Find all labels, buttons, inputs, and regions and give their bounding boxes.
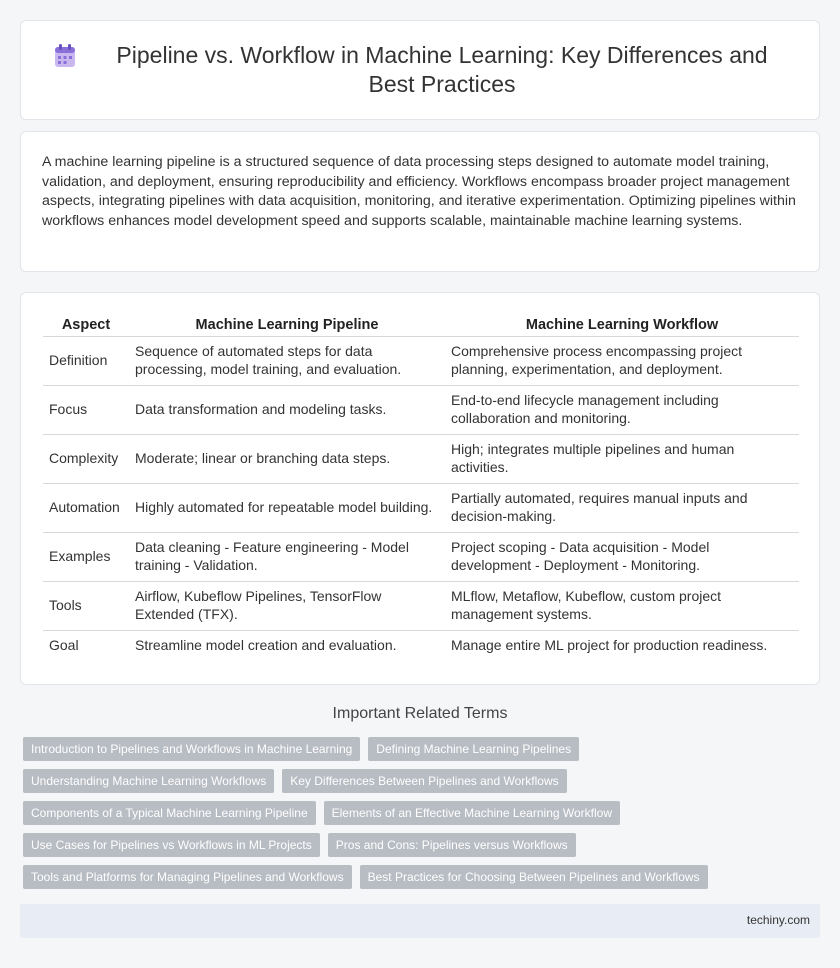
table-row bbox=[43, 385, 799, 434]
cell-pipeline: Highly automated for repeatable model building. bbox=[129, 483, 445, 532]
related-term-tag[interactable]: Best Practices for Choosing Between Pipelines and Workflows bbox=[360, 865, 708, 889]
table-row bbox=[43, 532, 799, 581]
cell-pipeline: Streamline model creation and evaluation. bbox=[135, 637, 397, 653]
page-title: Pipeline vs. Workflow in Machine Learning: Key Differences and Best Practices bbox=[116, 42, 768, 97]
table-row bbox=[43, 581, 799, 630]
cell-pipeline: Sequence of automated steps for data processing, model training, and evaluation. bbox=[129, 336, 445, 385]
table-row bbox=[43, 483, 799, 532]
intro-card bbox=[20, 131, 820, 272]
related-terms-title: Important Related Terms bbox=[332, 705, 508, 722]
cell-workflow: Comprehensive process encompassing project planning, experimentation, and deployment. bbox=[445, 336, 799, 385]
cell-workflow: Partially automated, requires manual inputs and decision-making. bbox=[445, 483, 799, 532]
table-row bbox=[43, 434, 799, 483]
related-term-tag[interactable]: Elements of an Effective Machine Learning Workflow bbox=[324, 801, 620, 825]
cell-pipeline: Moderate; linear or branching data steps. bbox=[129, 434, 445, 483]
related-term-tag[interactable]: Components of a Typical Machine Learning Pipeline bbox=[23, 801, 316, 825]
related-terms-list bbox=[23, 737, 803, 889]
cell-pipeline: Airflow, Kubeflow Pipelines, TensorFlow Extended (TFX). bbox=[129, 581, 445, 630]
related-term-tag[interactable]: Introduction to Pipelines and Workflows in Machine Learning bbox=[23, 737, 360, 761]
cell-aspect: Tools bbox=[43, 581, 129, 630]
intro-paragraph: A machine learning pipeline is a structured sequence of data processing steps designed to automate model training, validation, and deployment, ensuring reproducibility and efficiency. Workflows encompass broader project management aspects, integrating pipelines with data acquisition, monitoring, and iterative experimentation. Optimizing pipelines within workflows enhances model development speed and supports scalable, maintainable machine learning systems. bbox=[42, 154, 796, 229]
comparison-table bbox=[43, 311, 799, 661]
cell-pipeline: Data cleaning - Feature engineering - Model training - Validation. bbox=[129, 532, 445, 581]
table-row bbox=[43, 336, 799, 385]
cell-pipeline: Data transformation and modeling tasks. bbox=[129, 385, 445, 434]
cell-aspect: Complexity bbox=[43, 434, 129, 483]
cell-aspect: Focus bbox=[43, 385, 129, 434]
cell-workflow: Manage entire ML project for production readiness. bbox=[451, 637, 768, 653]
cell-workflow: Project scoping - Data acquisition - Model development - Deployment - Monitoring. bbox=[445, 532, 799, 581]
related-term-tag[interactable]: Tools and Platforms for Managing Pipelines and Workflows bbox=[23, 865, 352, 889]
cell-aspect: Examples bbox=[43, 532, 129, 581]
footer-site-link[interactable]: techiny.com bbox=[746, 913, 810, 927]
cell-aspect: Definition bbox=[43, 336, 129, 385]
table-header-row bbox=[43, 311, 799, 336]
related-term-tag[interactable]: Defining Machine Learning Pipelines bbox=[368, 737, 579, 761]
header-pipeline: Machine Learning Pipeline bbox=[129, 311, 445, 336]
cell-aspect: Goal bbox=[49, 637, 79, 653]
footer bbox=[20, 904, 820, 938]
comparison-table-card bbox=[20, 292, 820, 685]
table-row bbox=[43, 630, 799, 661]
cell-aspect: Automation bbox=[43, 483, 129, 532]
header-card bbox=[20, 20, 820, 120]
related-term-tag[interactable]: Pros and Cons: Pipelines versus Workflows bbox=[328, 833, 576, 857]
header-aspect: Aspect bbox=[43, 311, 129, 336]
related-term-tag[interactable]: Key Differences Between Pipelines and Workflows bbox=[282, 769, 566, 793]
cell-workflow: High; integrates multiple pipelines and human activities. bbox=[445, 434, 799, 483]
cell-workflow: MLflow, Metaflow, Kubeflow, custom project management systems. bbox=[445, 581, 799, 630]
header-workflow: Machine Learning Workflow bbox=[445, 311, 799, 336]
related-term-tag[interactable]: Use Cases for Pipelines vs Workflows in ML Projects bbox=[23, 833, 320, 857]
cell-workflow: End-to-end lifecycle management including collaboration and monitoring. bbox=[445, 385, 799, 434]
related-term-tag[interactable]: Understanding Machine Learning Workflows bbox=[23, 769, 274, 793]
calendar-icon bbox=[53, 43, 77, 69]
